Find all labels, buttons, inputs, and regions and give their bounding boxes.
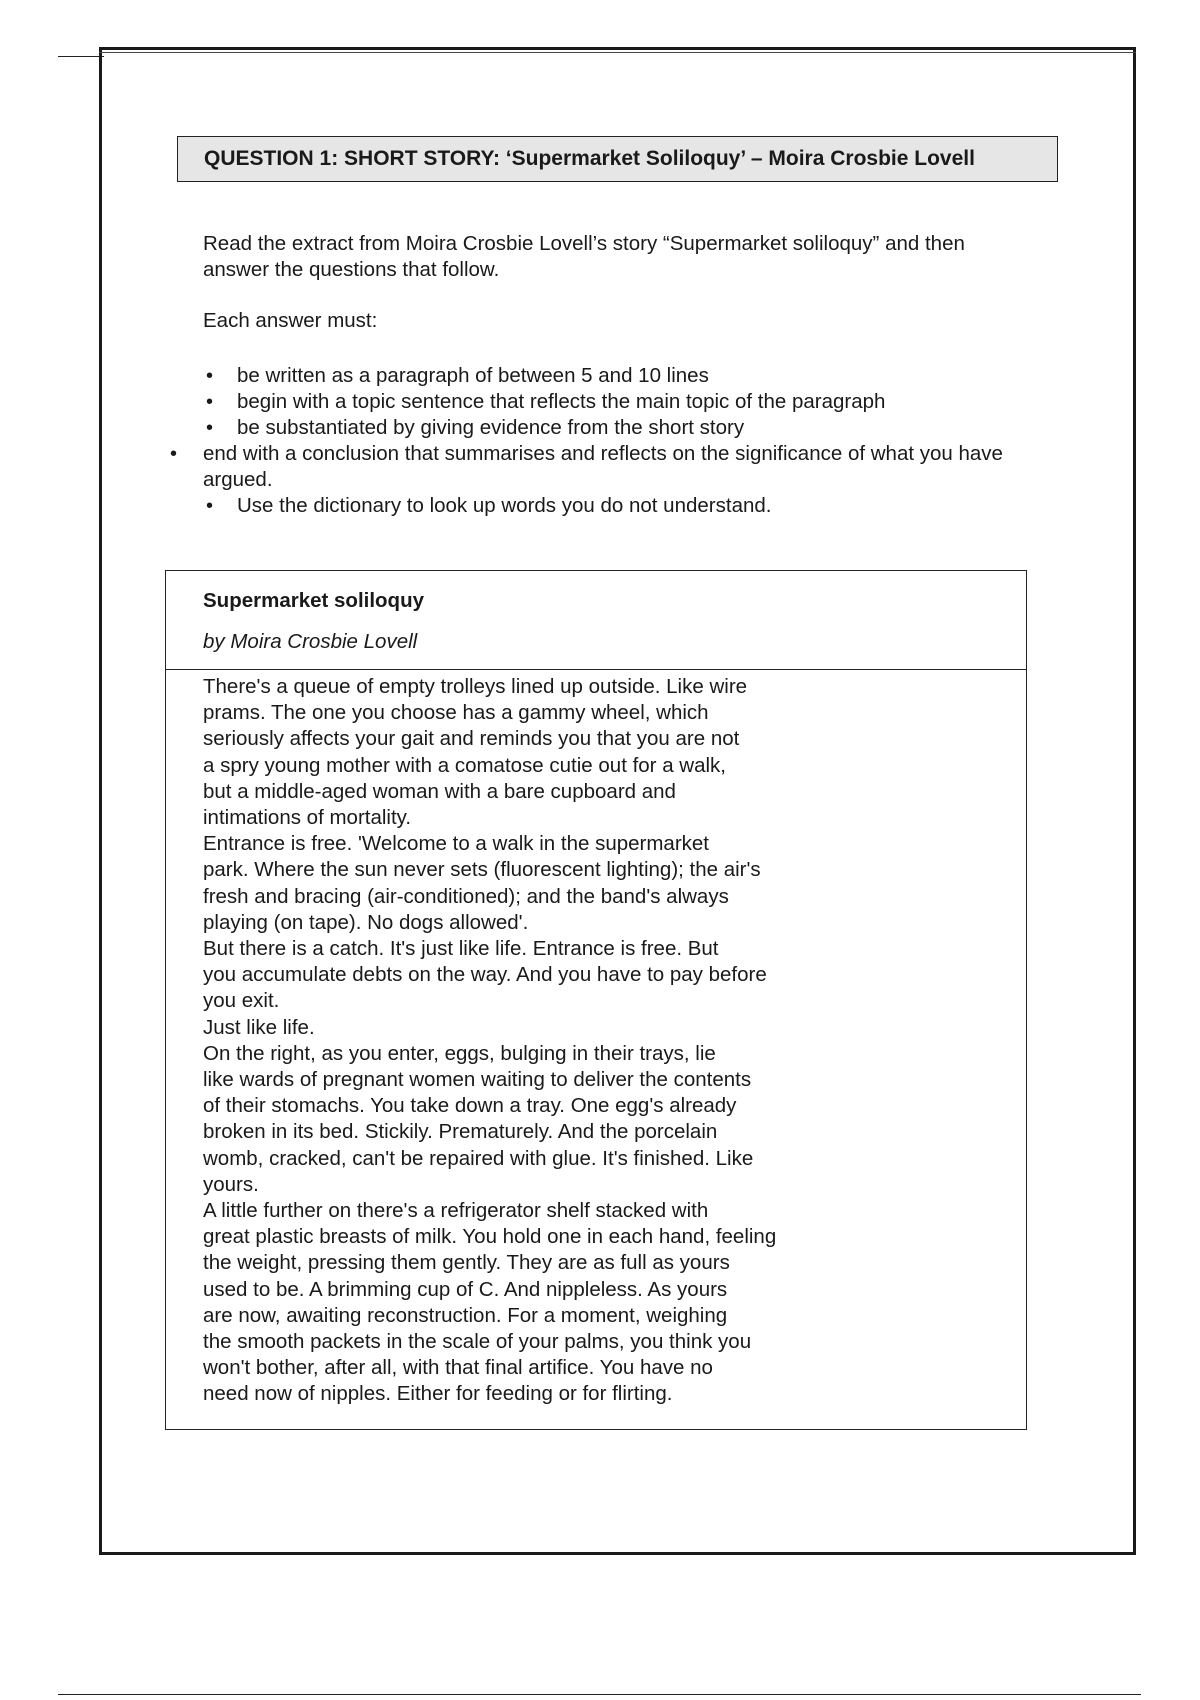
story-line: A little further on there's a refrigerator shelf stacked with [203,1199,709,1223]
top-rule [58,56,104,57]
story-line: the weight, pressing them gently. They are as full as yours [203,1251,730,1275]
story-line: But there is a catch. It's just like life. Entrance is free. But [203,937,719,961]
extract-header [166,571,1026,670]
story-line: On the right, as you enter, eggs, bulging in their trays, lie [203,1041,716,1065]
story-line: of their stomachs. You take down a tray. One egg's already [203,1094,737,1118]
story-line: Just like life. [203,1015,315,1039]
bullet-icon: • [206,365,214,387]
story-line: you exit. [203,989,280,1013]
bullet-text: be substantiated by giving evidence from the short story [237,416,745,439]
instructions-intro: Read the extract from Moira Crosbie Lovell’s story “Supermarket soliloquy” and then answer the questions that follow. [203,232,965,281]
story-line: need now of nipples. Either for feeding or for flirting. [203,1382,673,1406]
story-line: intimations of mortality. [203,806,412,830]
story-line: are now, awaiting reconstruction. For a moment, weighing [203,1303,728,1327]
story-line: great plastic breasts of milk. You hold one in each hand, feeling [203,1225,777,1249]
story-author: by Moira Crosbie Lovell [203,630,418,653]
bullet-icon: • [206,391,214,413]
list-item [0,363,1100,389]
story-title: Supermarket soliloquy [203,589,425,612]
list-item [0,441,1100,493]
bullet-text: be written as a paragraph of between 5 and 10 lines [237,364,709,387]
bullet-icon: • [206,417,214,439]
each-answer-label: Each answer must: [203,309,378,332]
bullet-text: begin with a topic sentence that reflects the main topic of the paragraph [237,390,886,413]
list-item [0,415,1100,441]
story-line: park. Where the sun never sets (fluorescent lighting); the air's [203,858,761,882]
story-text [203,674,1023,1408]
list-item [0,493,1100,519]
story-line: playing (on tape). No dogs allowed'. [203,910,529,934]
story-line: womb, cracked, can't be repaired with glue. It's finished. Like [203,1146,754,1170]
story-line: the smooth packets in the scale of your palms, you think you [203,1330,752,1354]
story-line: but a middle-aged woman with a bare cupboard and [203,779,676,803]
story-line: like wards of pregnant women waiting to deliver the contents [203,1068,752,1092]
story-line: used to be. A brimming cup of C. And nippleless. As yours [203,1277,728,1301]
extract-box [165,570,1027,1430]
story-line: There's a queue of empty trolleys lined up outside. Like wire [203,675,748,698]
story-line: fresh and bracing (air-conditioned); and the band's always [203,884,729,908]
bullet-text: end with a conclusion that summarises and reflects on the significance of what you have argued. [203,442,1003,491]
story-line: seriously affects your gait and reminds you that you are not [203,727,740,751]
story-line: you accumulate debts on the way. And you have to pay before [203,963,767,987]
bullet-text: Use the dictionary to look up words you do not understand. [237,494,772,517]
instruction-bullet-list [0,363,1100,519]
story-line: Entrance is free. 'Welcome to a walk in the supermarket [203,832,710,856]
story-line: broken in its bed. Stickily. Prematurely. And the porcelain [203,1120,718,1144]
story-line: prams. The one you choose has a gammy wheel, which [203,701,709,725]
list-item [0,389,1100,415]
story-line: yours. [203,1172,259,1196]
bullet-icon: • [170,443,178,465]
bullet-icon: • [206,495,214,517]
story-line: a spry young mother with a comatose cutie out for a walk, [203,753,727,777]
bottom-rule [58,1694,1141,1695]
story-line: won't bother, after all, with that final artifice. You have no [203,1356,713,1380]
question-heading: QUESTION 1: SHORT STORY: ‘Supermarket Soliloquy’ – Moira Crosbie Lovell [177,136,1058,182]
